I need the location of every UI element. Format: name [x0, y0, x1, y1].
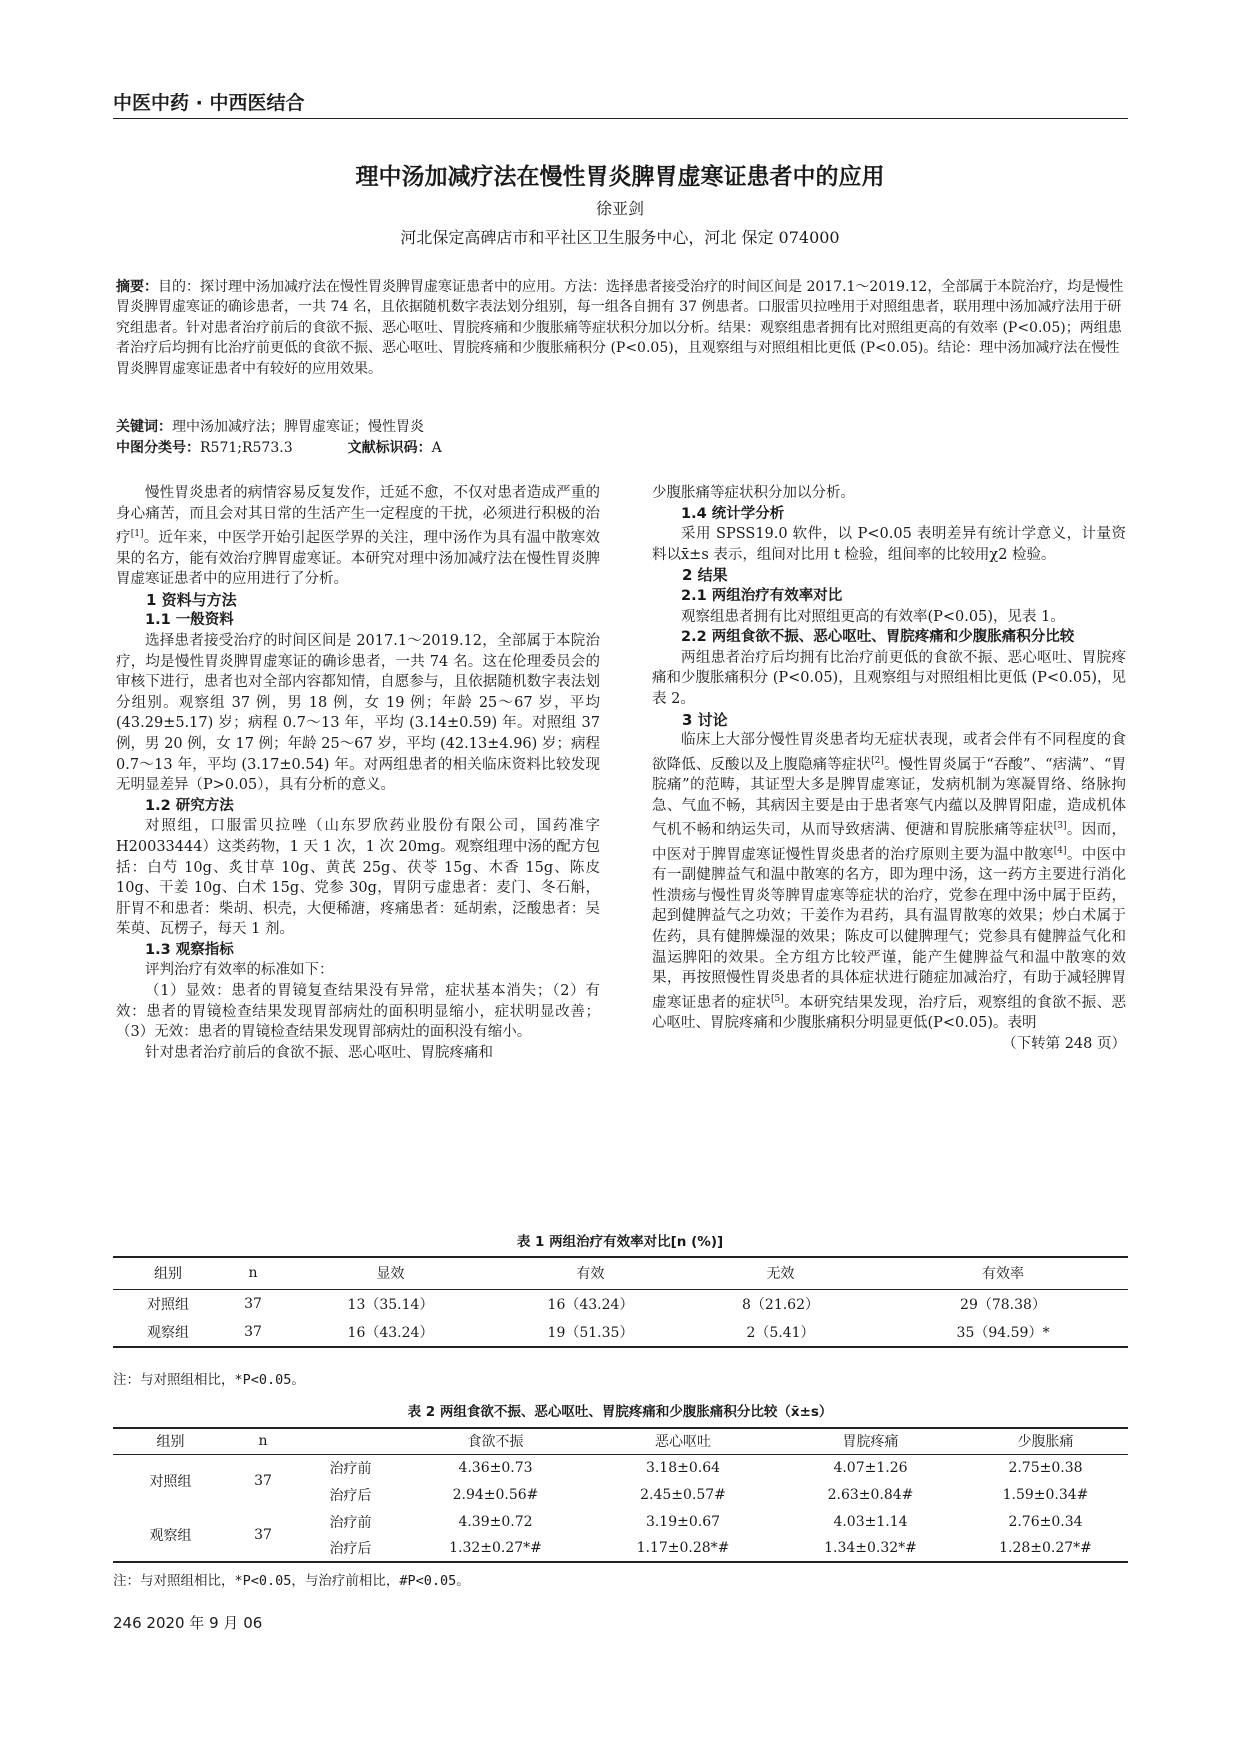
paragraph: 采用 SPSS19.0 软件，以 P<0.05 表明差异有统计学意义，计量资料以x̄±s 表示，组间对比用 t 检验，组间率的比较用χ2 检验。: [652, 526, 1126, 563]
class-label: 中图分类号：: [116, 440, 200, 456]
page-footer: 246 2020 年 9 月 06: [113, 1614, 263, 1632]
table2-header-cell: [298, 1428, 403, 1454]
abstract-text: 目的：探讨理中汤加减疗法在慢性胃炎脾胃虚寒证患者中的应用。方法：选择患者接受治疗的时间区间是 2017.1～2019.12，全部属于本院治疗，均是慢性胃炎脾胃虚寒证的确诊患者，一共 74 名，且依据随机数字表法划分组别，每一组各自拥有 37 例患者。口服雷贝拉唑用于对照组患者，联用理中汤加减疗法用于研究组患者。针对患者治疗前后的食欲不振、恶心呕吐、胃脘疼痛和少腹胀痛等症状积分加以分析。结果：观察组患者拥有比对照组更高的有效率 (P<0.05)；两组患者治疗后均拥有比治疗前更低的食欲不振、恶心呕吐、胃脘疼痛和少腹胀痛积分 (P<0.05)，且观察组与对照组相比更低 (P<0.05)。结论：理中汤加减疗法在慢性胃炎脾胃虚寒证患者中有较好的应用效果。: [116, 279, 1124, 377]
table-cell: 3.19±0.67: [645, 1513, 721, 1530]
section-heading: 3 讨论: [682, 710, 728, 729]
table-cell: 37: [244, 1295, 262, 1312]
table-row: [113, 1454, 1128, 1481]
citation: [2]: [871, 755, 884, 766]
table2: [113, 1427, 1128, 1563]
paragraph: 针对患者治疗前后的食欲不振、恶心呕吐、胃脘疼痛和: [145, 1044, 493, 1061]
paragraph: 选择患者接受治疗的时间区间是 2017.1～2019.12，全部属于本院治疗，均是慢性胃炎脾胃虚寒证的确诊患者，一共 74 名。这在伦理委员会的审核下进行，患者也对全部内容都知情，自愿参与，且依据随机数字表法划分组别。观察组 37 例，男 18 例，女 19 例；年龄 25～67 岁，平均 (43.29±5.17) 岁；病程 0.7～13 年，平均 (3.14±0.59) 年。对照组 37 例，男 20 例，女 17 例；年龄 25～67 岁，平均 (42.13±4.96) 岁；病程 0.7～13 年，平均 (3.17±0.54) 年。对两组患者的相关临床资料比较发现无明显差异（P>0.05），具有分析的意义。: [116, 632, 600, 794]
body-column-left: [116, 483, 600, 1063]
table-cell: 16（43.24）: [347, 1325, 434, 1341]
table2-note: 注：与对照组相比，*P<0.05，与治疗前相比，#P<0.05。: [113, 1573, 470, 1589]
table-cell: 2.75±0.38: [1008, 1459, 1083, 1476]
table-cell: 治疗后: [329, 1541, 372, 1557]
table-cell: 观察组: [147, 1325, 189, 1341]
table2-caption: 表 2 两组食欲不振、恶心呕吐、胃脘疼痛和少腹胀痛积分比较（x̄±s）: [407, 1404, 833, 1420]
table1-header-cell: n: [248, 1265, 258, 1282]
table-cell: 对照组: [147, 1296, 189, 1313]
paragraph: 少腹胀痛等症状积分加以分析。: [652, 485, 855, 501]
table-cell: 2（5.41）: [746, 1325, 815, 1341]
table-cell: 4.07±1.26: [833, 1459, 908, 1476]
table-cell: 16（43.24）: [547, 1296, 634, 1313]
table1: [113, 1256, 1128, 1348]
keywords-text: 理中汤加减疗法；脾胃虚寒证；慢性胃炎: [172, 419, 424, 435]
paragraph: 两组患者治疗后均拥有比治疗前更低的食欲不振、恶心呕吐、胃脘疼痛和少腹胀痛积分 (P<0.05)，且观察组与对照组相比更低 (P<0.05)，见表 2。: [652, 649, 1126, 707]
table2-header-cell: n: [258, 1433, 268, 1450]
table1-header-row: [113, 1257, 1128, 1289]
table-cell: 2.76±0.34: [1008, 1513, 1083, 1530]
doc-code-value: A: [431, 440, 442, 456]
section-heading: 2 结果: [682, 566, 728, 585]
doc-code-label: 文献标识码：: [347, 440, 432, 456]
table-row: [113, 1508, 1128, 1535]
paragraph: 对照组，口服雷贝拉唑（山东罗欣药业股份有限公司，国药准字 H20033444）这类药物，1 天 1 次，1 次 20mg。观察组理中汤的配方包括：白芍 10g、炙甘草 10g、黄芪 25g、茯苓 15g、木香 15g、陈皮 10g、干姜 10g、白术 15g、党参 30g，胃阴亏虚患者：麦门、冬石斛，肝胃不和患者：柴胡、枳壳，大便稀溏，疼痛患者：延胡索，泛酸患者：吴茱萸、瓦楞子，每天 1 剂。: [116, 818, 600, 938]
table-row: [113, 1289, 1128, 1318]
table-cell: 治疗前: [329, 1514, 372, 1531]
article-author: 徐亚剑: [595, 199, 644, 218]
subsection-heading: 2.1 两组治疗有效率对比: [681, 587, 843, 604]
article-title: 理中汤加减疗法在慢性胃炎脾胃虚寒证患者中的应用: [355, 164, 885, 190]
table-cell: 1.34±0.32*#: [824, 1540, 917, 1556]
section-heading: 1 资料与方法: [146, 590, 237, 609]
table-cell: 治疗后: [329, 1487, 372, 1504]
table2-header-row: [113, 1428, 1128, 1454]
table-cell: 2.45±0.57#: [640, 1486, 726, 1503]
citation: [5]: [771, 993, 784, 1004]
abstract-label: 摘要：: [116, 279, 158, 295]
table2-header-cell: 食欲不振: [467, 1434, 524, 1451]
keywords: [116, 416, 1126, 436]
subsection-heading: 1.4 统计学分析: [681, 505, 785, 522]
table1-header-cell: 有效: [576, 1266, 605, 1283]
classification-line: [116, 437, 1126, 457]
body-column-right: [652, 483, 1126, 1054]
table-cell: 8（21.62）: [742, 1296, 819, 1313]
group-n-cell: 37: [254, 1473, 272, 1490]
table-row: [113, 1318, 1128, 1347]
group-name-cell: 观察组: [149, 1527, 192, 1544]
table-cell: 2.63±0.84#: [827, 1486, 914, 1503]
table-cell: 4.39±0.72: [458, 1513, 533, 1530]
continued-note: （下转第 248 页）: [1002, 1035, 1126, 1052]
table1-note: 注：与对照组相比，*P<0.05。: [113, 1372, 305, 1388]
table-cell: 35（94.59）*: [956, 1325, 1050, 1341]
table-cell: 3.18±0.64: [645, 1459, 721, 1476]
table-cell: 4.36±0.73: [458, 1459, 533, 1476]
table-cell: 治疗前: [329, 1460, 372, 1477]
paragraph: （1）显效：患者的胃镜复查结果没有异常，症状基本消失；（2）有效：患者的胃镜检查结果发现胃部病灶的面积明显缩小，症状明显改善；（3）无效：患者的胃镜检查结果发现胃部病灶的面积没有缩小。: [116, 983, 600, 1041]
subsection-heading: 1.2 研究方法: [145, 797, 234, 814]
table2-header-cell: 组别: [156, 1434, 185, 1451]
paragraph: 观察组患者拥有比对照组更高的有效率(P<0.05)，见表 1。: [681, 608, 1065, 625]
table-cell: 1.59±0.34#: [1002, 1486, 1089, 1503]
table-cell: 19（51.35）: [547, 1325, 634, 1341]
table-cell: 1.32±0.27*#: [449, 1540, 542, 1556]
table-cell: 29（78.38）: [960, 1296, 1046, 1313]
article-affiliation: 河北保定高碑店市和平社区卫生服务中心，河北 保定 074000: [400, 228, 840, 247]
table1-header-cell: 有效率: [982, 1266, 1024, 1283]
table1-header-cell: 显效: [376, 1266, 405, 1283]
table2-header-cell: 恶心呕吐: [655, 1434, 711, 1451]
class-value: R571;R573.3: [200, 440, 293, 456]
table-cell: 1.17±0.28*#: [636, 1540, 730, 1556]
group-name-cell: 对照组: [149, 1474, 192, 1491]
paragraph: 评判治疗有效率的标准如下：: [145, 962, 334, 979]
discussion-paragraph: 临床上大部分慢性胃炎患者均无症状表现，或者会伴有不同程度的食欲降低、反酸以及上腹隐痛等症状[2]。慢性胃炎属于“吞酸”、“痞满”、“胃脘痛”的范畴，其证型大多是脾胃虚寒证，发病机制为寒凝胃络、络脉拘急、气血不畅，其病因主要是由于患者寒气内蕴以及脾胃阳虚，造成机体气机不畅和纳运失司，从而导致痞满、便溏和胃脘胀痛等症状[3]。因而，中医对于脾胃虚寒证慢性胃炎患者的治疗原则主要为温中散寒[4]。中医中有一副健脾益气和温中散寒的名方，即为理中汤，这一药方主要进行消化性溃疡与慢性胃炎等脾胃虚寒等症状的治疗，党参在理中汤中属于臣药，起到健脾益气之功效；干姜作为君药，具有温胃散寒的效果；炒白术属于佐药，具有健脾燥湿的效果；陈皮可以健脾理气；党参具有健脾益气化和温运脾阳的效果。全方组方比较严谨，能产生健脾益气和温中散寒的效果，再按照慢性胃炎患者的具体症状进行随症加减治疗，有助于减轻脾胃虚寒证患者的症状[5]。本研究结果发现，治疗后，观察组的食欲不振、恶心呕吐、胃脘疼痛和少腹胀痛积分明显更低(P<0.05)。表明: [652, 732, 1127, 1032]
table1-caption: 表 1 两组治疗有效率对比[n (%)]: [516, 1234, 724, 1250]
table-cell: 2.94±0.56#: [452, 1486, 539, 1503]
citation: [3]: [1053, 821, 1067, 832]
abstract: [116, 277, 1126, 379]
citation: [1]: [130, 529, 144, 540]
table2-header-cell: 少腹胀痛: [1017, 1434, 1074, 1451]
keywords-label: 关键词：: [116, 419, 172, 435]
table-cell: 37: [244, 1324, 262, 1340]
citation: [4]: [1053, 845, 1067, 856]
intro-paragraph: 慢性胃炎患者的病情容易反复发作，迁延不愈，不仅对患者造成严重的身心痛苦，而且会对其日常的生活产生一定程度的干扰，必须进行积极的治疗[1]。近年来，中医学开始引起医学界的关注，理中汤作为具有温中散寒效果的名方，能有效治疗脾胃虚寒证。本研究对理中汤加减疗法在慢性胃炎脾胃虚寒证患者中的应用进行了分析。: [116, 485, 601, 588]
table-cell: 1.28±0.27*#: [999, 1540, 1092, 1556]
table-cell: 4.03±1.14: [833, 1513, 908, 1530]
journal-section-header: 中医中药 · 中西医结合: [113, 92, 305, 114]
subsection-heading: 1.1 一般资料: [145, 612, 234, 629]
subsection-heading: 2.2 两组食欲不振、恶心呕吐、胃脘疼痛和少腹胀痛积分比较: [681, 629, 1075, 646]
table2-header-cell: 胃脘疼痛: [842, 1434, 899, 1451]
table1-header-cell: 无效: [766, 1266, 795, 1283]
header-rule: [113, 118, 1128, 119]
table-cell: 13（35.14）: [347, 1296, 434, 1313]
table1-header-cell: 组别: [154, 1266, 182, 1283]
group-n-cell: 37: [254, 1526, 272, 1543]
subsection-heading: 1.3 观察指标: [145, 941, 234, 958]
